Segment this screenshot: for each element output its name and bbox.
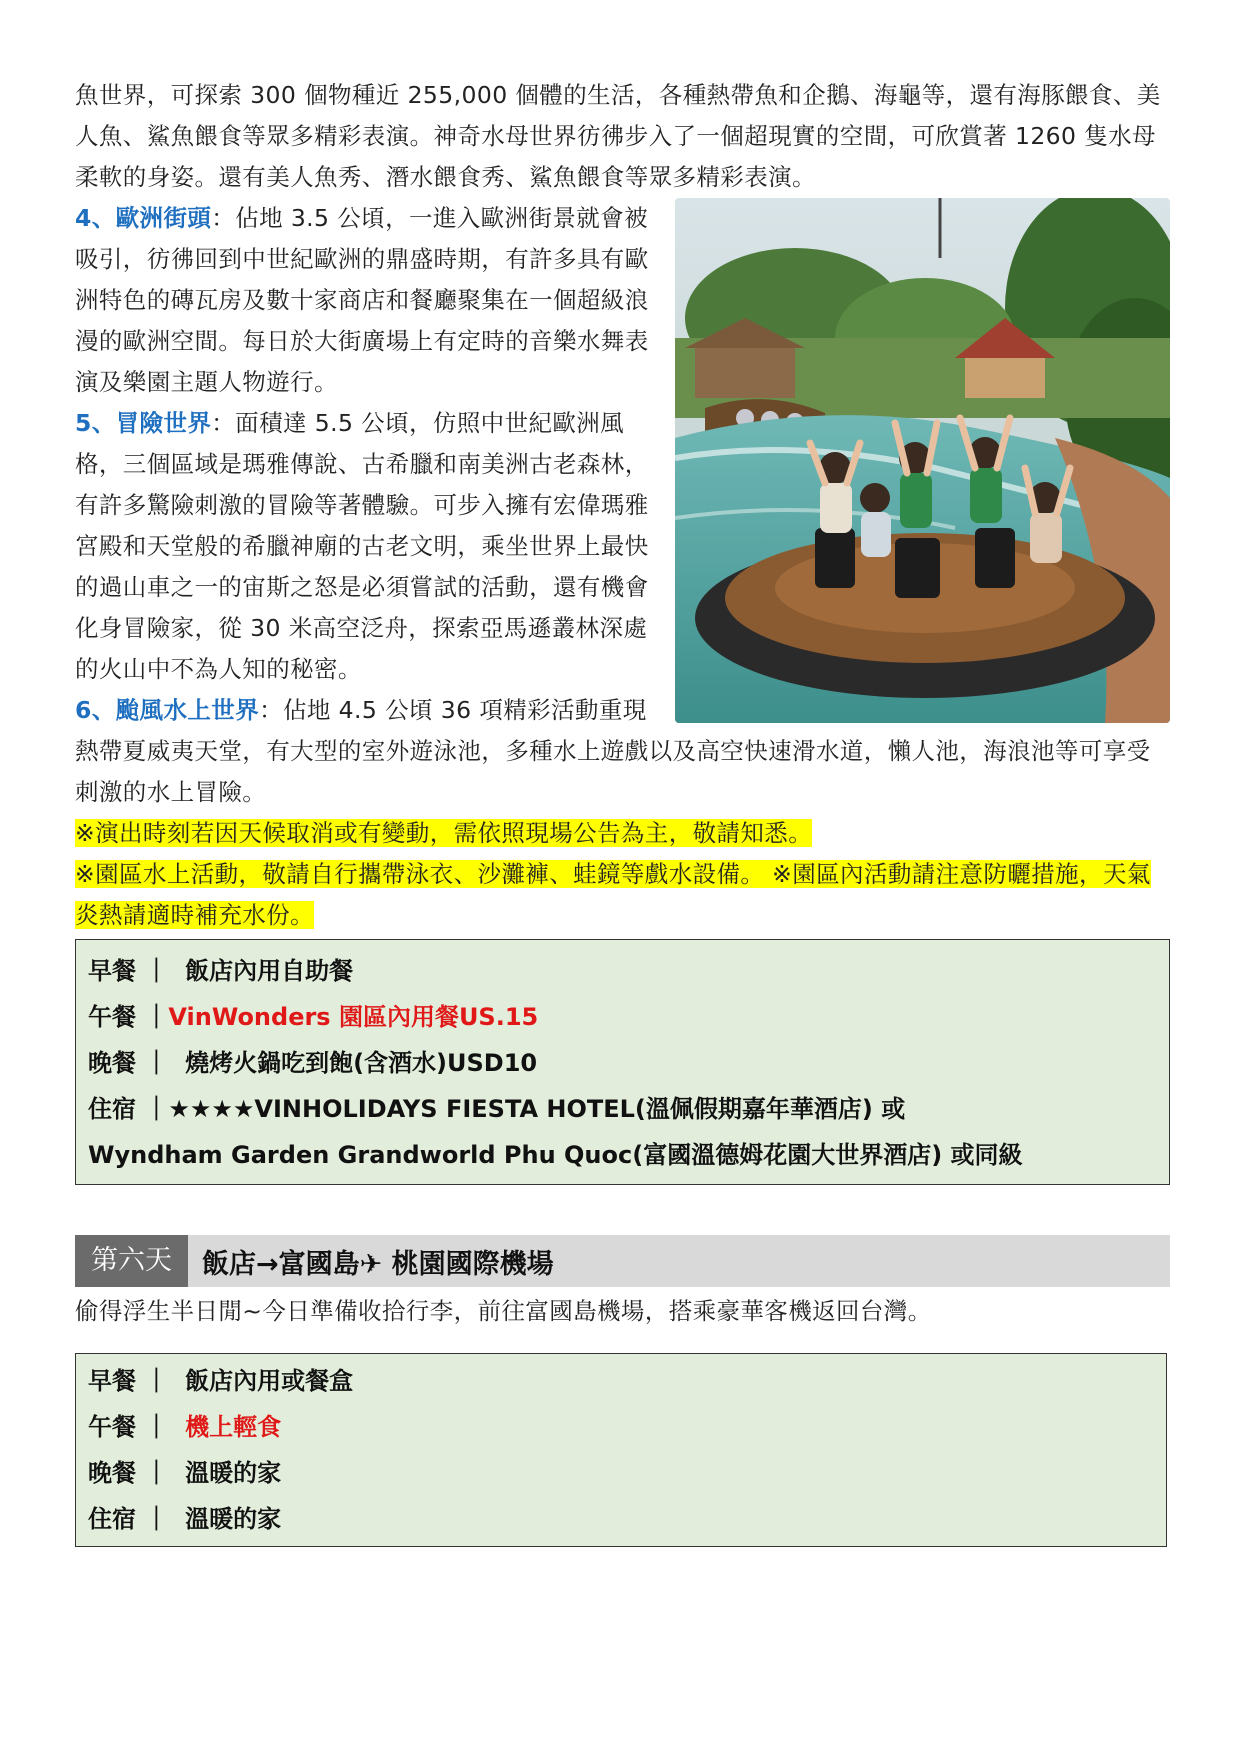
lunch-value: 機上輕食 — [185, 1413, 282, 1441]
rafting-photo-image — [675, 198, 1170, 723]
section-6-title: 6、颱風水上世界 — [75, 696, 260, 724]
breakfast-label: 早餐 ｜ — [88, 957, 169, 985]
day5-breakfast-row — [88, 948, 1157, 994]
day6-lunch-row — [88, 1404, 1154, 1450]
lunch-value: VinWonders 園區內用餐US.15 — [168, 1003, 539, 1031]
section-5-text: ：面積達 5.5 公頃，仿照中世紀歐洲風格，三個區域是瑪雅傳說、古希臘和南美洲古老森林，有許多驚險刺激的冒險等著體驗。可步入擁有宏偉瑪雅宮殿和天堂般的希臘神廟的古老文明，乘坐世界上最快的過山車之一的宙斯之怒是必須嘗試的活動，還有機會化身冒險家，從 30 米高空泛舟，探索亞馬遜叢林深處的火山中不為人知的秘密。 — [75, 409, 649, 683]
lunch-label: 午餐 ｜ — [88, 1413, 169, 1441]
notice-2 — [75, 854, 1170, 936]
day6-description: 偷得浮生半日閒~今日準備收拾行李，前往富國島機場，搭乘豪華客機返回台灣。 — [75, 1297, 932, 1325]
dinner-value: 溫暖的家 — [185, 1459, 282, 1487]
stay-value: 溫暖的家 — [185, 1505, 282, 1533]
day6-header — [75, 1235, 1170, 1287]
breakfast-value: 飯店內用自助餐 — [185, 957, 354, 985]
day5-stay-row — [88, 1086, 1157, 1132]
day5-stay-row-2 — [88, 1132, 1157, 1178]
stay-value-2: Wyndham Garden Grandworld Phu Quoc(富國溫德姆花園大世界酒店) 或同級 — [88, 1141, 1023, 1169]
section-6-text: ：佔地 4.5 公頃 36 項精彩活動重現熱帶夏威夷天堂，有大型的室外遊泳池，多種水上遊戲以及高空快速滑水道，懶人池，海浪池等可享受刺激的水上冒險。 — [75, 696, 1151, 806]
lunch-label: 午餐 ｜ — [88, 1003, 169, 1031]
day6-dinner-row — [88, 1450, 1154, 1496]
day6-breakfast-row — [88, 1358, 1154, 1404]
dinner-value: 燒烤火鍋吃到飽(含酒水)USD10 — [185, 1049, 538, 1077]
stay-value-1: ★★★★VINHOLIDAYS FIESTA HOTEL(溫佩假期嘉年華酒店) 或 — [168, 1095, 906, 1123]
rafting-photo — [675, 198, 1170, 723]
notice-2-text: ※園區水上活動，敬請自行攜帶泳衣、沙灘褲、蛙鏡等戲水設備。 ※園區內活動請注意防曬措施，天氣炎熱請適時補充水份。 — [75, 860, 1151, 929]
page — [75, 75, 1170, 1547]
intro-paragraph: 魚世界，可探索 300 個物種近 255,000 個體的生活，各種熱帶魚和企鵝、海龜等，還有海豚餵食、美人魚、鯊魚餵食等眾多精彩表演。神奇水母世界彷彿步入了一個超現實的空間，可欣賞著 1260 隻水母柔軟的身姿。還有美人魚秀、潛水餵食秀、鯊魚餵食等眾多精彩表演。 — [75, 81, 1161, 191]
dinner-label: 晚餐 ｜ — [88, 1049, 169, 1077]
stay-label: 住宿 ｜ — [88, 1095, 169, 1123]
day5-dinner-row — [88, 1040, 1157, 1086]
day5-meal-box — [75, 939, 1170, 1185]
notice-1-text: ※演出時刻若因天候取消或有變動，需依照現場公告為主，敬請知悉。 — [75, 819, 813, 847]
day6-meal-box — [75, 1353, 1167, 1547]
section-4-title: 4、歐洲街頭 — [75, 204, 212, 232]
breakfast-label: 早餐 ｜ — [88, 1367, 169, 1395]
breakfast-value: 飯店內用或餐盒 — [185, 1367, 354, 1395]
section-4-text: ：佔地 3.5 公頃，一進入歐洲街景就會被吸引，彷彿回到中世紀歐洲的鼎盛時期，有許多具有歐洲特色的磚瓦房及數十家商店和餐廳聚集在一個超級浪漫的歐洲空間。每日於大街廣場上有定時的音樂水舞表演及樂園主題人物遊行。 — [75, 204, 649, 396]
day6-title: 飯店→富國島✈ 桃園國際機場 — [202, 1248, 554, 1280]
section-5-title: 5、冒險世界 — [75, 409, 212, 437]
notice-1 — [75, 813, 1170, 854]
day6-stay-row — [88, 1496, 1154, 1542]
day6-badge: 第六天 — [75, 1235, 188, 1287]
day5-lunch-row — [88, 994, 1157, 1040]
stay-label: 住宿 ｜ — [88, 1505, 169, 1533]
dinner-label: 晚餐 ｜ — [88, 1459, 169, 1487]
